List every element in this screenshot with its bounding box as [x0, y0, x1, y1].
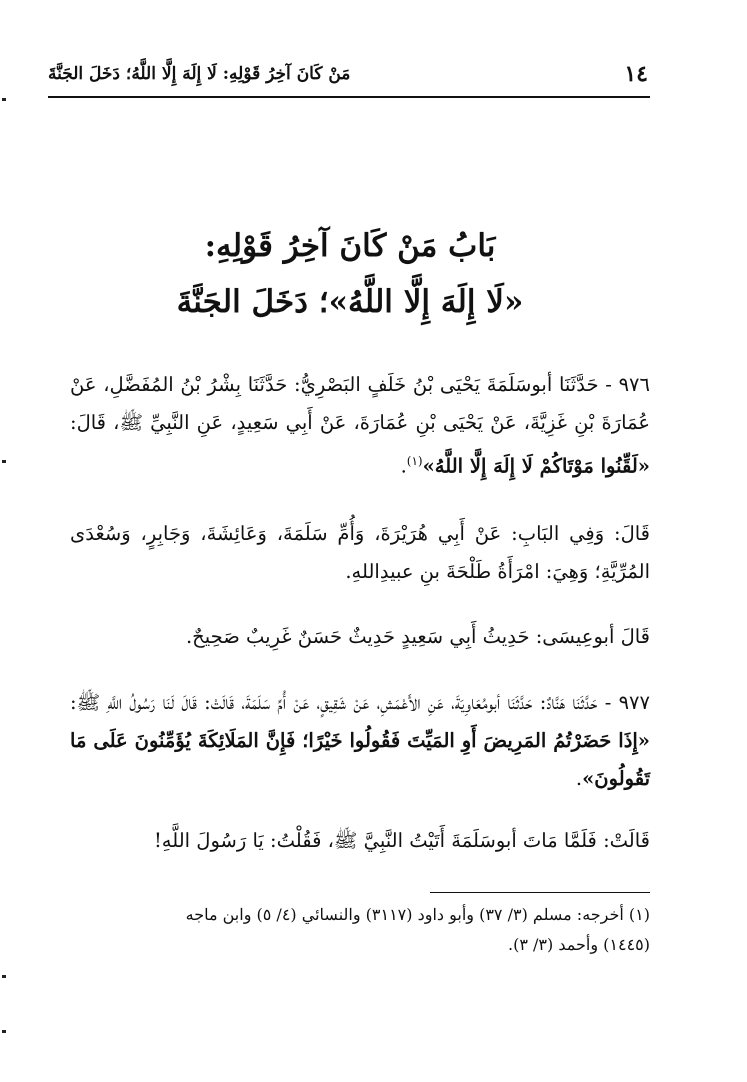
footnote-line-2: (١٤٤٥) وأحمد (٣/ ٣). [508, 935, 650, 954]
hadith-976-quote: «لَقِّنُوا مَوْتَاكُمْ لَا إِلَهَ إِلَّا اللَّهُ» [422, 454, 650, 478]
running-title: مَنْ كَانَ آخِرُ قَوْلِهِ: لَا إِلَهَ إِلَّا اللَّهُ؛ دَخَلَ الجَنَّةَ [48, 64, 351, 84]
hadith-977-text: ٩٧٧ - حَدَّثَنَا هَنَّادٌ: حَدَّثَنَا أبومُعَاوِيَةَ، عَنِ الأَعْمَشِ، عَنْ شَقِيقٍ، عَنْ أُمِّ سَلَمَةَ، قَالَتْ: قَالَ لَنَا رَسُولُ اللَّهِ ﷺ: [70, 691, 650, 714]
chapter-note: قَالَ: وَفِي البَابِ: عَنْ أَبِي هُرَيْرَةَ، وَأُمِّ سَلَمَةَ، وَعَائِشَةَ، وَجَابِرٍ، وَسُعْدَى المُرِّيَّةِ؛ وَهِيَ: امْرَأَةُ طَلْحَةَ بنِ عبيدِاللهِ. [70, 522, 650, 583]
scan-mark [2, 975, 6, 978]
hadith-977-end: . [575, 767, 583, 790]
hadith-977-quote: «إِذَا حَضَرْتُمُ المَرِيضَ أَوِ المَيِّتَ فَقُولُوا خَيْرًا؛ فَإِنَّ المَلَائِكَةَ يُؤَمِّنُونَ عَلَى مَا تَقُولُونَ» [70, 729, 650, 790]
hadith-976-text: ٩٧٦ - حَدَّثَنَا أبوسَلَمَةَ يَحْيَى بْنُ خَلَفٍ البَصْرِيُّ: حَدَّثَنَا بِشْرُ بْنُ المُفَضَّلِ، عَنْ عُمَارَةَ بْنِ غَزِيَّةَ، عَنْ يَحْيَى بْنِ عُمَارَةَ، عَنْ أَبِي سَعِيدٍ، عَنِ النَّبِيِّ ﷺ، قَالَ: [70, 373, 650, 434]
scan-mark [2, 460, 6, 463]
header-rule [48, 96, 650, 98]
chapter-title-line-1: بَابُ مَنْ كَانَ آخِرُ قَوْلِهِ: [204, 228, 496, 264]
footnote-line-1: (١) أخرجه: مسلم (٣/ ٣٧) وأبو داود (٣١١٧) والنسائي (٤/ ٥) وابن ماجه [185, 905, 650, 924]
chapter-title-line-2: «لَا إِلَهَ إِلَّا اللَّهُ»؛ دَخَلَ الجَنَّةَ [176, 284, 524, 320]
page-number: ١٤ [624, 61, 648, 87]
hadith-977 [70, 684, 650, 798]
page-header [48, 52, 648, 96]
footnote-rule [430, 892, 650, 893]
scan-mark [2, 98, 6, 101]
footnote-ref: (١) [406, 454, 423, 468]
grade-statement: قَالَ أبوعِيسَى: حَدِيثُ أَبِي سَعِيدٍ حَدِيثٌ حَسَنٌ غَرِيبٌ صَحِيحٌ. [185, 625, 650, 648]
hadith-976 [70, 366, 650, 486]
scan-mark [2, 1030, 6, 1033]
hadith-977-continuation: قَالَتْ: فَلَمَّا مَاتَ أبوسَلَمَةَ أَتَيْتُ النَّبِيَّ ﷺ، فَقُلْتُ: يَا رَسُولَ اللَّهِ! [153, 829, 650, 852]
footnote [70, 900, 650, 960]
hadith-976-end: . [400, 454, 407, 478]
chapter-title [120, 218, 580, 330]
